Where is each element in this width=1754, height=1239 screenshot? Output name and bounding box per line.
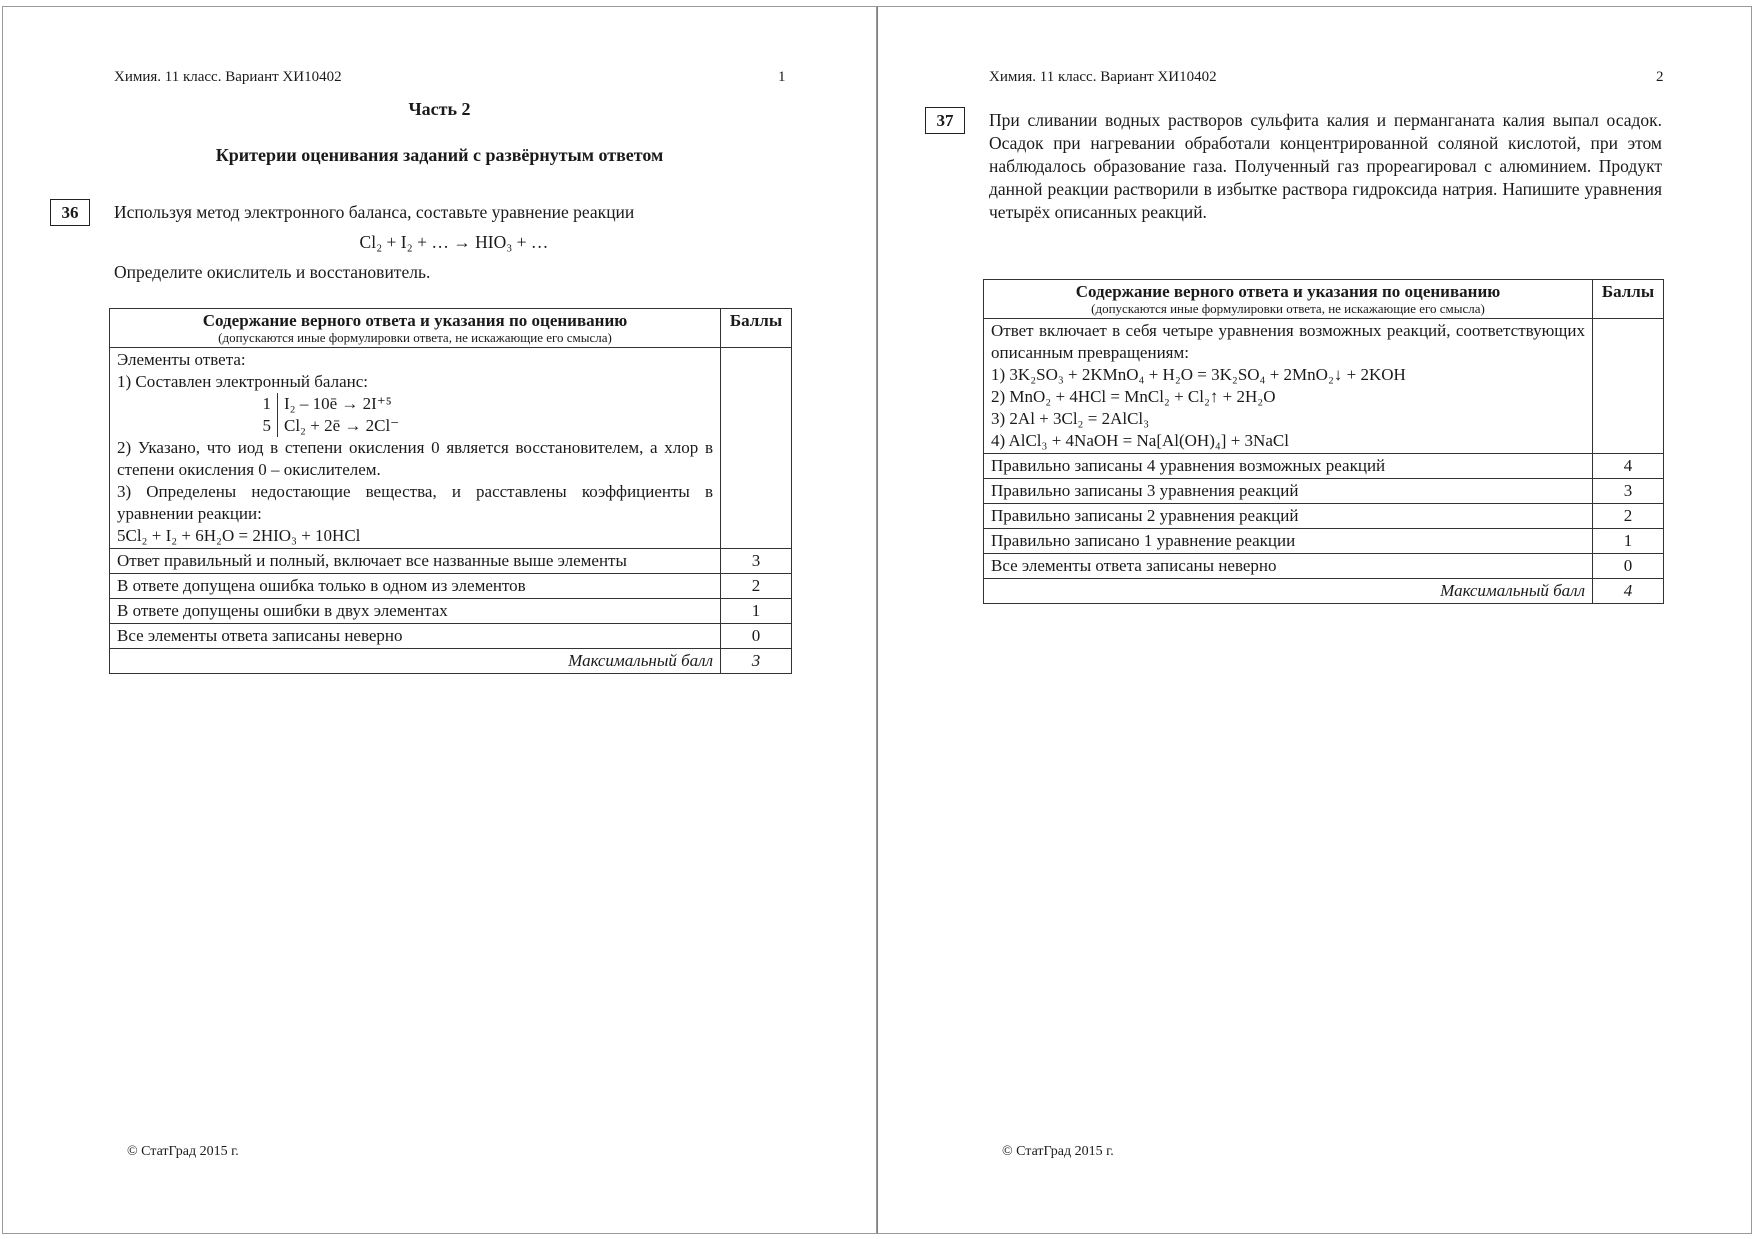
balance-line bbox=[257, 393, 713, 415]
answer-line: 1) Составлен электронный баланс: bbox=[117, 372, 368, 391]
criterion-text: Все элементы ответа записаны неверно bbox=[110, 624, 721, 649]
task-number-badge: 37 bbox=[925, 107, 965, 134]
criterion-text: Правильно записаны 2 уравнения реакций bbox=[984, 504, 1593, 529]
table-row bbox=[984, 504, 1664, 529]
table-row bbox=[110, 549, 792, 574]
content-header-sub: (допускаются иные формулировки ответа, не искажающие его смысла) bbox=[218, 330, 612, 345]
part-title: Часть 2 bbox=[408, 99, 471, 119]
answer-score-cell bbox=[1593, 319, 1664, 454]
score-header: Баллы bbox=[721, 309, 792, 348]
answer-score-cell bbox=[721, 348, 792, 549]
balance-line bbox=[257, 415, 713, 437]
table-row bbox=[110, 599, 792, 624]
max-score-row bbox=[984, 579, 1664, 604]
task-text: При сливании водных растворов сульфита калия и перманганата калия выпал осадок. Осадок при нагревании обработали концентрированной соляной кислотой, при этом наблюдалось образование газа. Полученный газ прореагировал с алюминием. Продукт данной реакции растворили в избытке раствора гидроксида натрия. Напишите уравнения четырёх описанных реакций. bbox=[989, 110, 1662, 222]
table-row bbox=[984, 454, 1664, 479]
answer-line: 2) Указано, что иод в степени окисления 0 является восстановителем, а хлор в степени окисления 0 – окислителем. bbox=[117, 438, 713, 479]
copyright: © СтатГрад 2015 г. bbox=[1002, 1144, 1114, 1159]
page-number: 1 bbox=[778, 69, 786, 85]
balance-coefficient: 5 bbox=[262, 416, 271, 435]
balance-equation: Cl₂ + 2ē → 2Cl⁻ bbox=[277, 415, 399, 437]
task-equation: Cl₂ + I₂ + … → HIO₃ + … bbox=[359, 232, 549, 252]
criterion-score: 1 bbox=[1593, 529, 1664, 554]
content-header-sub: (допускаются иные формулировки ответа, не искажающие его смысла) bbox=[1091, 301, 1485, 316]
balance-coefficient: 1 bbox=[262, 394, 271, 413]
criterion-score: 0 bbox=[721, 624, 792, 649]
criterion-score: 2 bbox=[1593, 504, 1664, 529]
answer-row bbox=[110, 348, 792, 549]
criterion-text: В ответе допущена ошибка только в одном из элементов bbox=[110, 574, 721, 599]
max-score-label: Максимальный балл bbox=[110, 649, 721, 674]
page-2 bbox=[877, 6, 1752, 1234]
table-header-row bbox=[984, 280, 1664, 319]
max-score-label: Максимальный балл bbox=[984, 579, 1593, 604]
criterion-text: Правильно записаны 3 уравнения реакций bbox=[984, 479, 1593, 504]
content-header-main: Содержание верного ответа и указания по оцениванию bbox=[1075, 282, 1501, 301]
copyright: © СтатГрад 2015 г. bbox=[127, 1144, 239, 1159]
page-header: Химия. 11 класс. Вариант ХИ10402 bbox=[114, 69, 342, 85]
criterion-text: Все элементы ответа записаны неверно bbox=[984, 554, 1593, 579]
max-score-value: 3 bbox=[721, 649, 792, 674]
table-row bbox=[984, 529, 1664, 554]
criterion-score: 2 bbox=[721, 574, 792, 599]
criterion-score: 0 bbox=[1593, 554, 1664, 579]
table-row bbox=[984, 479, 1664, 504]
content-header bbox=[110, 309, 721, 348]
answer-line: Элементы ответа: bbox=[117, 350, 246, 369]
table-row bbox=[110, 624, 792, 649]
balance-equation: I₂ – 10ē → 2I⁺⁵ bbox=[277, 393, 392, 415]
criterion-text: Правильно записано 1 уравнение реакции bbox=[984, 529, 1593, 554]
score-header: Баллы bbox=[1593, 280, 1664, 319]
criteria-table bbox=[983, 279, 1664, 604]
criterion-score: 3 bbox=[721, 549, 792, 574]
max-score-row bbox=[110, 649, 792, 674]
task-number-badge: 36 bbox=[50, 199, 90, 226]
answer-line: Ответ включает в себя четыре уравнения возможных реакций, соответствующих описанным превращениям: bbox=[991, 321, 1585, 362]
criterion-score: 3 bbox=[1593, 479, 1664, 504]
answer-line: 5Cl₂ + I₂ + 6H₂O = 2HIO₃ + 10HCl bbox=[117, 526, 361, 545]
content-header-main: Содержание верного ответа и указания по оцениванию bbox=[202, 311, 628, 330]
table-row bbox=[110, 574, 792, 599]
content-header bbox=[984, 280, 1593, 319]
criteria-title: Критерии оценивания заданий с развёрнутым ответом bbox=[215, 145, 664, 165]
task-note: Определите окислитель и восстановитель. bbox=[114, 262, 431, 282]
page-header: Химия. 11 класс. Вариант ХИ10402 bbox=[989, 69, 1217, 85]
table-header-row bbox=[110, 309, 792, 348]
table-row bbox=[984, 554, 1664, 579]
reaction-equation: 1) 3K₂SO₃ + 2KMnO₄ + H₂O = 3K₂SO₄ + 2MnO₂↓ + 2KOH bbox=[991, 365, 1406, 384]
criterion-score: 1 bbox=[721, 599, 792, 624]
criterion-text: Ответ правильный и полный, включает все названные выше элементы bbox=[110, 549, 721, 574]
criterion-text: В ответе допущены ошибки в двух элементах bbox=[110, 599, 721, 624]
answer-content bbox=[984, 319, 1593, 454]
reaction-equation: 2) MnO₂ + 4HCl = MnCl₂ + Cl₂↑ + 2H₂O bbox=[991, 387, 1276, 406]
reaction-equation: 3) 2Al + 3Cl₂ = 2AlCl₃ bbox=[991, 409, 1150, 428]
answer-line: 3) Определены недостающие вещества, и расставлены коэффициенты в уравнении реакции: bbox=[117, 482, 713, 523]
page-number: 2 bbox=[1656, 69, 1664, 85]
task-text: Используя метод электронного баланса, составьте уравнение реакции bbox=[114, 202, 635, 222]
criterion-text: Правильно записаны 4 уравнения возможных реакций bbox=[984, 454, 1593, 479]
criterion-score: 4 bbox=[1593, 454, 1664, 479]
page-1 bbox=[2, 6, 877, 1234]
answer-row bbox=[984, 319, 1664, 454]
answer-content bbox=[110, 348, 721, 549]
max-score-value: 4 bbox=[1593, 579, 1664, 604]
reaction-equation: 4) AlCl₃ + 4NaOH = Na[Al(OH)₄] + 3NaCl bbox=[991, 431, 1289, 450]
criteria-table bbox=[109, 308, 792, 674]
